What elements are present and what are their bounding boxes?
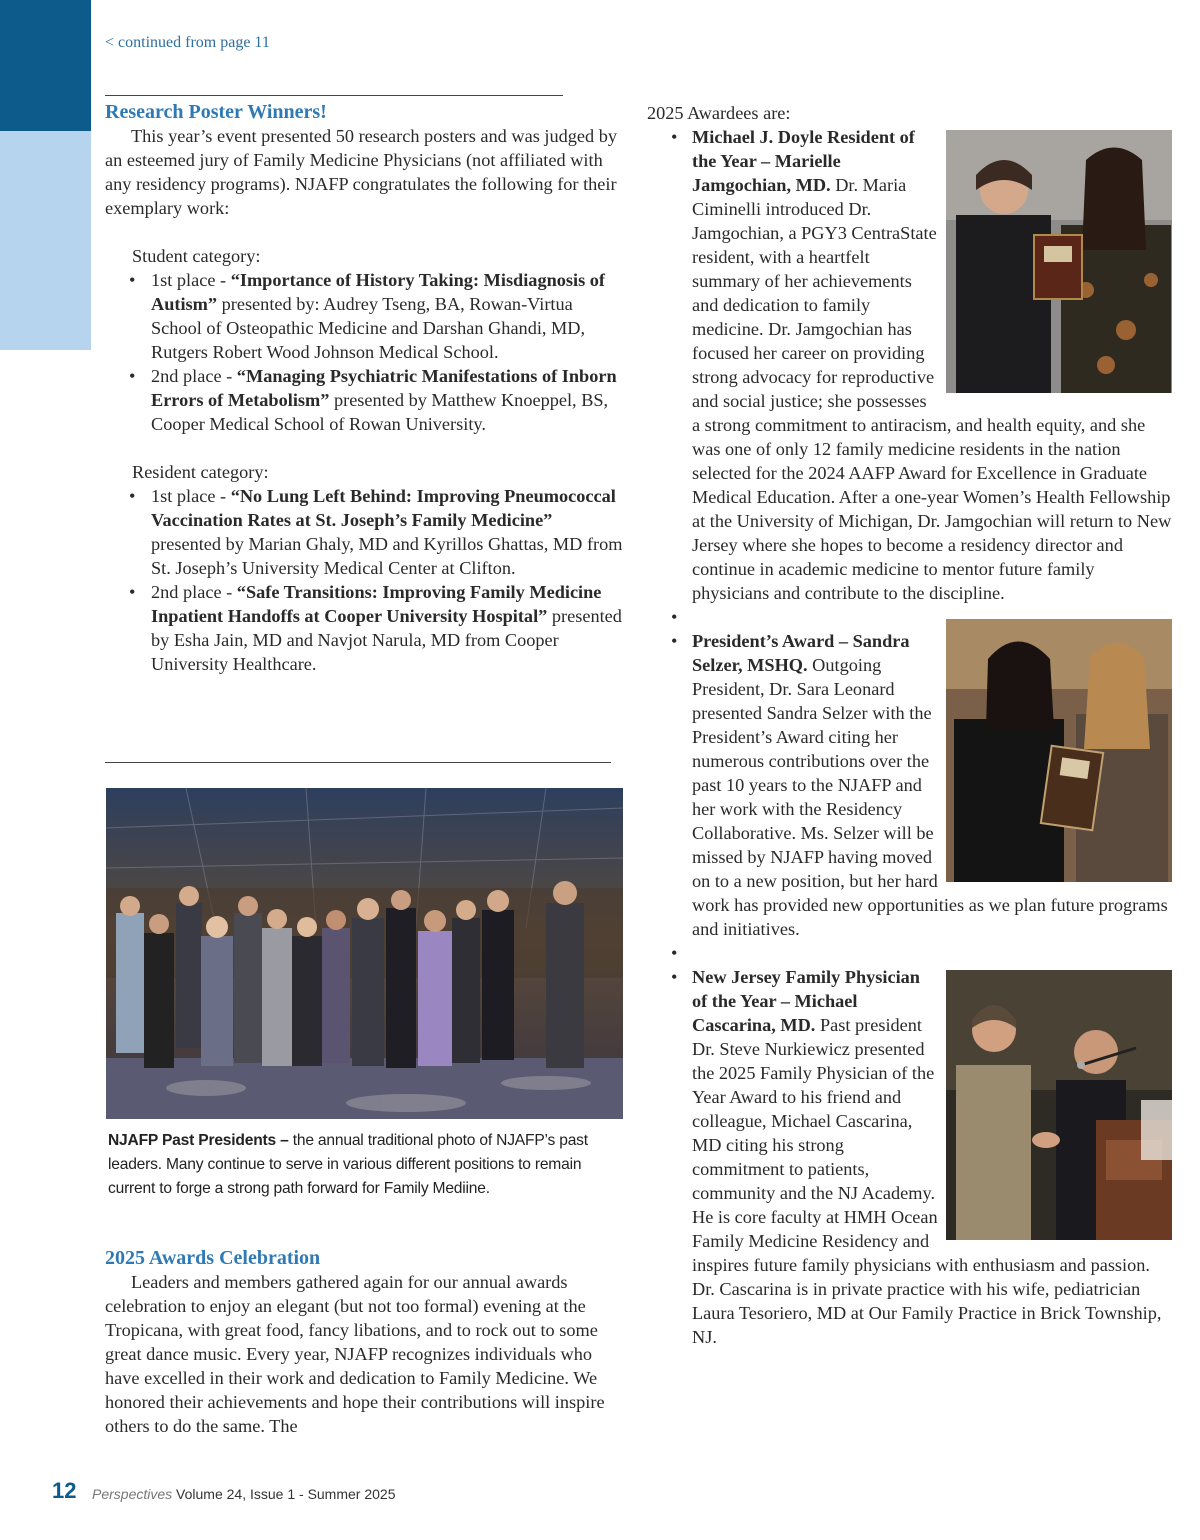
resident-award-photo xyxy=(946,130,1172,393)
photo-caption: NJAFP Past Presidents – the annual traditional photo of NJAFP’s past leaders. Many continue to serve in various different positions to remain current to forge a strong path forward for Family Mediine. xyxy=(108,1132,588,1197)
footer-issue: Perspectives Volume 24, Issue 1 - Summer 2025 xyxy=(92,1486,396,1502)
continued-link[interactable]: < continued from page 11 xyxy=(105,34,270,51)
celebration-heading: 2025 Awards Celebration xyxy=(105,1247,321,1269)
awards-section xyxy=(647,101,1172,1349)
poster-title: “No Lung Left Behind: Improving Pneumococcal Vaccination Rates at St. Joseph’s Family Medicine” xyxy=(151,486,616,530)
past-presidents-photo xyxy=(106,788,623,1119)
student-category-label: Student category: xyxy=(132,246,261,266)
award-body: Outgoing President, Dr. Sara Leonard presented Sandra Selzer with the President’s Award citing her numerous contributions over the past 10 years to the NJAFP and her work with the Residency Collaborative. Ms. Selzer will be missed by NJAFP having moved on to a new position, but her hard work has provided new opportunities as we plan future programs and initiatives. xyxy=(692,655,1168,939)
resident-winners-list xyxy=(105,484,623,676)
award-title: President’s Award – Sandra Selzer, MSHQ. xyxy=(692,631,910,675)
poster-title: “Managing Psychiatric Manifestations of Inborn Errors of Metabolism” xyxy=(151,366,617,410)
resident-category-label: Resident category: xyxy=(132,462,269,482)
top-rule xyxy=(105,95,563,96)
award-body: Past president Dr. Steve Nurkiewicz presented the 2025 Family Physician of the Year Award to his friend and colleague, Michael Cascarina, MD citing his strong commitment to patients, community and the NJ Academy. He is core faculty at HMH Ocean Family Medicine Residency and inspires future family physicians with enthusiasm and passion. Dr. Cascarina is in private practice with his wife, pediatrician Laura Tesoriero, MD at Our Family Practice in Brick Township, NJ. xyxy=(692,1015,1162,1347)
celebration-section xyxy=(105,1246,623,1438)
list-item xyxy=(647,965,1172,1349)
list-item: • 1st place - “Importance of History Taking: Misdiagnosis of Autism” presented by: Audrey Tseng, BA, Rowan-Virtua School of Osteopathic Medicine and Darshan Ghandi, MD, Rutgers Robert Wood Johnson Medical School. xyxy=(105,268,623,364)
section-rule xyxy=(105,762,611,763)
sidebar-accent-light xyxy=(0,131,91,350)
award-title: New Jersey Family Physician of the Year – Michael Cascarina, MD. xyxy=(692,967,920,1035)
award-title: Michael J. Doyle Resident of the Year – Marielle Jamgochian, MD. xyxy=(692,127,915,195)
page-number: 12 xyxy=(52,1478,77,1503)
celebration-body: Leaders and members gathered again for our annual awards celebration to enjoy an elegant (but not too formal) evening at the Tropicana, with great food, fancy libations, and to rock out to some great dance music. Every year, NJAFP recognizes individuals who have excelled in their work and dedication to Family Medicine. We honored their achievements and hope their contributions will inspire others to do the same. The xyxy=(105,1272,605,1436)
research-heading: Research Poster Winners! xyxy=(105,101,327,123)
list-item: • 2nd place - “Safe Transitions: Improving Family Medicine Inpatient Handoffs at Cooper University Hospital” presented by Esha Jain, MD and Navjot Narula, MD from Cooper University Healthcare. xyxy=(105,580,623,676)
list-item: • 1st place - “No Lung Left Behind: Improving Pneumococcal Vaccination Rates at St. Joseph’s Family Medicine” presented by Marian Ghaly, MD and Kyrillos Ghattas, MD from St. Joseph’s University Medical Center at Clifton. xyxy=(105,484,623,580)
poster-title: “Importance of History Taking: Misdiagnosis of Autism” xyxy=(151,270,605,314)
publication-name: Perspectives xyxy=(92,1486,173,1502)
list-item xyxy=(647,629,1172,941)
award-body: Dr. Maria Ciminelli introduced Dr. Jamgochian, a PGY3 CentraState resident, with a heartfelt summary of her achievements and dedication to family medicine. Dr. Jamgochian has focused her career on providing strong advocacy for reproductive and social justice; she possesses a strong commitment to antiracism, and health equity, and she was one of only 12 family medicine residents in the nation selected for the 2024 AAFP Award for Excellence in Graduate Medical Education. After a one-year Women’s Health Fellowship at the University of Michigan, Dr. Jamgochian will return to New Jersey where she hopes to become a residency director and continue in academic medicine to mentor future family physicians and contribute to the discipline. xyxy=(692,175,1172,603)
awardees-list xyxy=(647,125,1172,1349)
list-item: • 2nd place - “Managing Psychiatric Manifestations of Inborn Errors of Metabolism” presented by Matthew Knoeppel, BS, Cooper Medical School of Rowan University. xyxy=(105,364,623,436)
awards-intro: 2025 Awardees are: xyxy=(647,103,791,123)
research-intro: This year’s event presented 50 research posters and was judged by an esteemed jury of Family Medicine Physicians (not affiliated with any residency programs). NJAFP congratulates the following for their exemplary work: xyxy=(105,126,617,218)
poster-title: “Safe Transitions: Improving Family Medicine Inpatient Handoffs at Cooper University Hospital” xyxy=(151,582,602,626)
presidents-award-photo xyxy=(946,619,1172,882)
student-winners-list xyxy=(105,268,623,436)
list-item xyxy=(647,125,1172,605)
sidebar-accent-dark xyxy=(0,0,91,131)
family-physician-award-photo xyxy=(946,970,1172,1240)
research-section xyxy=(105,100,623,676)
